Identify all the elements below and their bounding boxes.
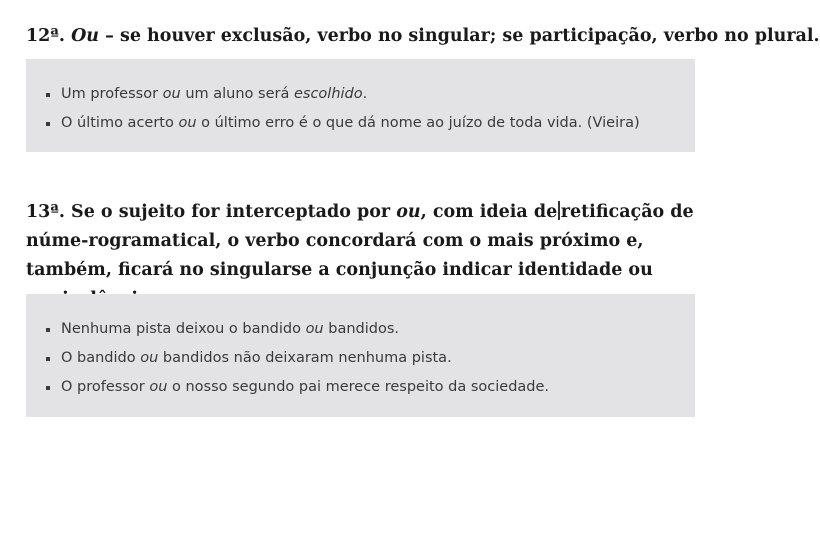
- examples-list: [46, 315, 695, 402]
- example-italic: ou: [178, 115, 197, 131]
- example-text: .: [362, 86, 368, 102]
- example-text: O último acerto: [61, 115, 179, 131]
- list-item: [46, 373, 695, 402]
- example-italic: ou: [140, 350, 159, 366]
- rule-text: retificação de núme-rogramatical, o verbo concordará com o mais próximo e, também, ficará no singularse a conjunção indicar identidade ou: [26, 202, 694, 280]
- example-text: bandidos.: [323, 321, 399, 337]
- example-text: Um professor: [61, 86, 163, 102]
- rule-text: – se houver exclusão, verbo no singular; se participação, verbo no plural.: [99, 26, 820, 46]
- list-item: [46, 344, 695, 373]
- example-text: o último erro é o que dá nome ao juízo de toda vida. (Vieira): [196, 115, 640, 131]
- examples-box-13: [26, 294, 695, 417]
- text-cursor: [558, 201, 560, 220]
- example-text: um aluno será: [180, 86, 294, 102]
- list-item: [46, 109, 695, 138]
- example-italic: ou: [162, 86, 181, 102]
- example-text: o nosso segundo pai merece respeito da sociedade.: [167, 379, 550, 395]
- example-text: O professor: [61, 379, 150, 395]
- rule-keyword: Ou: [71, 26, 100, 46]
- rule-text: Se o sujeito for interceptado por: [64, 202, 397, 222]
- list-item: [46, 80, 695, 109]
- rule-text: , com ideia de: [420, 202, 558, 222]
- example-text: Nenhuma pista deixou o bandido: [61, 321, 306, 337]
- example-text: bandidos não deixaram nenhuma pista.: [158, 350, 452, 366]
- list-item: [46, 315, 695, 344]
- examples-list: [46, 80, 695, 138]
- rule-12-heading: [26, 22, 820, 50]
- example-italic: ou: [149, 379, 168, 395]
- examples-box-12: [26, 59, 695, 152]
- rule-number: 12ª.: [26, 26, 65, 46]
- example-italic: escolhido: [293, 86, 363, 102]
- rule-number: 13ª.: [26, 202, 65, 222]
- example-text: O bandido: [61, 350, 141, 366]
- example-italic: ou: [305, 321, 324, 337]
- rule-keyword: ou: [396, 202, 421, 222]
